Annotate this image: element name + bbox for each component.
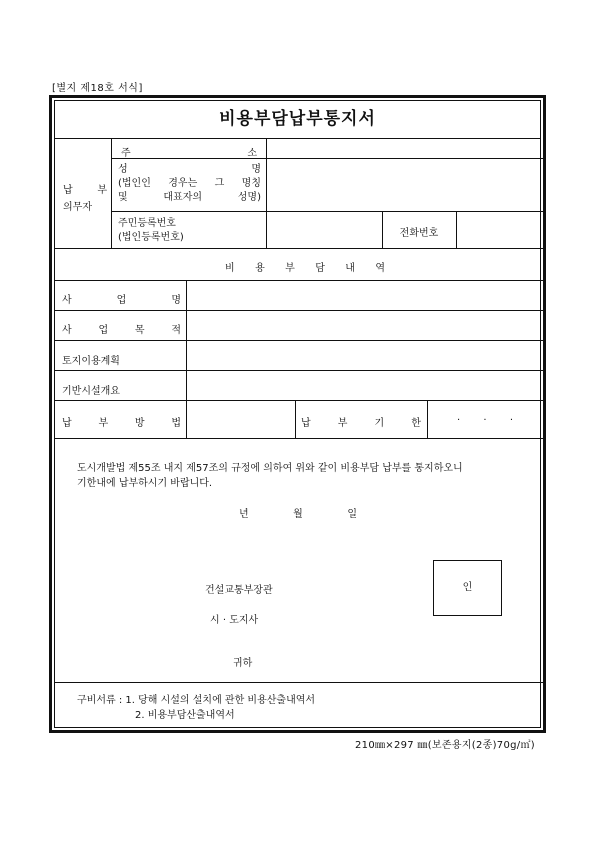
address-label xyxy=(121,144,257,159)
name-label xyxy=(118,163,261,205)
date-month: 월 xyxy=(293,509,303,520)
project-name-char-3: 명 xyxy=(171,295,181,306)
payment-deadline-char-1: 납 xyxy=(301,418,311,429)
name-value[interactable] xyxy=(267,159,544,211)
name-line3-word-2: 대표자의 xyxy=(163,192,203,203)
name-line3-word-3: 성명) xyxy=(237,192,261,203)
name-line2-word-1: (법인인 xyxy=(118,178,151,189)
date-year: 년 xyxy=(239,509,249,520)
notice-line-2: 기한내에 납부하시기 바랍니다. xyxy=(77,478,213,489)
project-purpose-value[interactable] xyxy=(187,311,544,340)
name-char-1: 성 xyxy=(118,164,128,175)
payment-deadline-char-4: 한 xyxy=(411,418,421,429)
deadline-dot-3: . xyxy=(509,412,513,423)
notice-date xyxy=(239,505,357,520)
payment-method-label xyxy=(62,414,181,429)
details-header-char-4: 담 xyxy=(315,263,325,274)
details-header-char-6: 역 xyxy=(375,263,385,274)
seal-box[interactable]: 인 xyxy=(433,560,502,616)
project-name-label xyxy=(62,291,181,306)
payment-deadline-value[interactable] xyxy=(457,412,513,423)
name-line2-word-2: 경우는 xyxy=(168,178,198,189)
registration-number-value[interactable] xyxy=(267,212,382,248)
address-value[interactable] xyxy=(267,139,544,158)
name-line3-word-1: 및 xyxy=(118,192,128,203)
deadline-left-divider xyxy=(295,400,296,438)
issuer-governor: 시 · 도지사 xyxy=(210,615,259,626)
payment-method-char-2: 부 xyxy=(98,418,109,429)
payment-method-char-1: 납 xyxy=(62,418,72,429)
recipient-label: 귀하 xyxy=(233,658,253,669)
section-divider xyxy=(55,248,544,249)
payment-method-char-3: 방 xyxy=(134,418,145,429)
attachment-item-1: 1. 당해 시설의 설치에 관한 비용산출내역서 xyxy=(125,695,316,706)
project-purpose-label xyxy=(62,321,181,336)
phone-value[interactable] xyxy=(457,212,544,248)
details-header-char-5: 내 xyxy=(345,263,355,274)
details-header-char-3: 부 xyxy=(285,263,295,274)
form-outer-border xyxy=(49,95,546,733)
registration-number-line1: 주민등록번호 xyxy=(118,218,176,229)
registration-number-label xyxy=(118,217,184,245)
phone-label: 전화번호 xyxy=(399,228,439,239)
payment-method-char-4: 법 xyxy=(171,418,181,429)
attachments-label: 구비서류 : xyxy=(77,695,123,706)
attachment-item-2: 2. 비용부담산출내역서 xyxy=(135,710,235,721)
payer-group-divider xyxy=(111,139,112,248)
payer-char-2: 부 xyxy=(97,185,107,196)
notice-line-1: 도시개발법 제55조 내지 제57조의 규정에 의하여 위와 같이 비용부담 납부를 통지하오니 xyxy=(77,463,463,474)
project-name-value[interactable] xyxy=(187,281,544,310)
payer-char-3: 의무자 xyxy=(63,202,92,213)
section-divider xyxy=(55,682,544,683)
details-header xyxy=(225,259,385,274)
project-name-char-2: 업 xyxy=(116,295,127,306)
registration-number-line2: (법인등록번호) xyxy=(118,232,184,243)
row-divider xyxy=(55,400,544,401)
form-inner-border xyxy=(54,100,541,728)
payment-deadline-char-3: 기 xyxy=(374,418,385,429)
project-purpose-char-1: 사 xyxy=(62,325,72,336)
deadline-dot-1: . xyxy=(457,412,461,423)
deadline-right-divider xyxy=(427,400,428,438)
attachments xyxy=(77,693,315,723)
project-purpose-char-4: 적 xyxy=(171,325,181,336)
form-number-label: [별지 제18호 서식] xyxy=(52,83,143,94)
name-char-2: 명 xyxy=(251,164,261,175)
form-title: 비용부담납부통지서 xyxy=(55,101,540,139)
name-line2-word-3: 그 xyxy=(214,178,225,189)
details-header-char-1: 비 xyxy=(225,263,235,274)
infra-overview-value[interactable] xyxy=(187,371,544,400)
payer-group-label xyxy=(63,181,109,213)
details-header-char-2: 용 xyxy=(255,263,265,274)
project-purpose-char-2: 업 xyxy=(98,325,109,336)
date-day: 일 xyxy=(347,509,357,520)
payment-deadline-label xyxy=(301,414,421,429)
address-label-char-1: 주 xyxy=(121,148,131,159)
issuer-minister: 건설교통부장관 xyxy=(205,585,273,596)
land-use-plan-label: 토지이용계획 xyxy=(62,356,120,367)
address-label-char-2: 소 xyxy=(247,148,257,159)
payment-method-value[interactable] xyxy=(187,401,295,438)
deadline-dot-2: . xyxy=(483,412,487,423)
notice-text xyxy=(77,461,537,491)
name-line2-word-4: 명칭 xyxy=(241,178,261,189)
land-use-plan-value[interactable] xyxy=(187,341,544,370)
infra-overview-label: 기반시설개요 xyxy=(62,386,120,397)
project-name-char-1: 사 xyxy=(62,295,72,306)
payment-deadline-char-2: 부 xyxy=(337,418,348,429)
payer-char-1: 납 xyxy=(63,185,73,196)
section-divider xyxy=(55,438,544,439)
project-purpose-char-3: 목 xyxy=(134,325,145,336)
paper-size-note: 210㎜×297 ㎜(보존용지(2종)70g/㎡) xyxy=(355,740,535,751)
